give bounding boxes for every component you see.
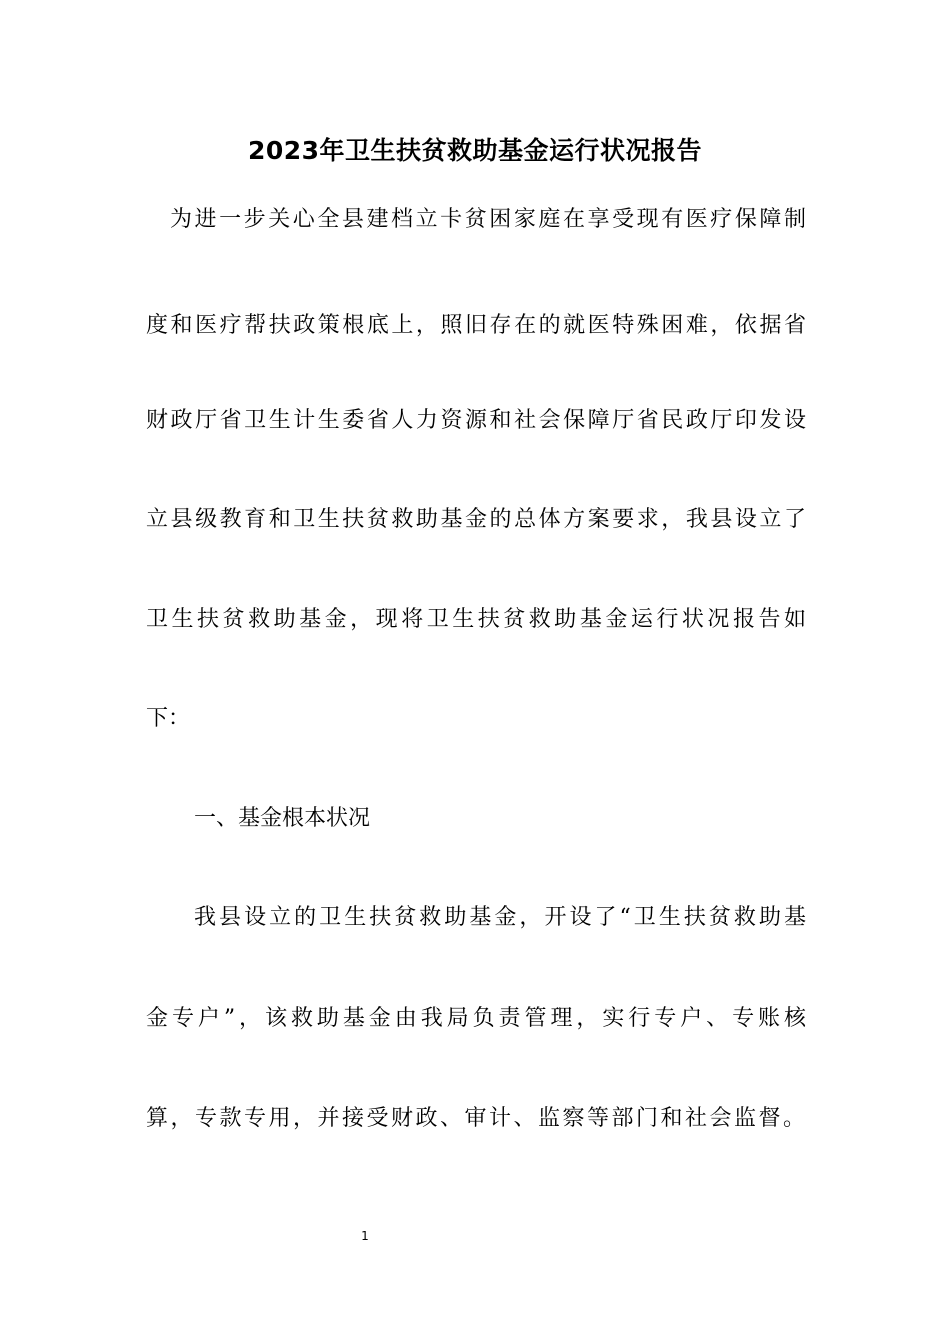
paragraph-line: 卫生扶贫救助基金，现将卫生扶贫救助基金运行状况报告如 [146, 607, 806, 632]
paragraph-line: 立县级教育和卫生扶贫救助基金的总体方案要求，我县设立了 [146, 507, 806, 532]
section-heading: 一、基金根本状况 [194, 806, 371, 831]
paragraph-line: 度和医疗帮扶政策根底上，照旧存在的就医特殊困难，依据省 [146, 313, 806, 338]
paragraph-line: 财政厅省卫生计生委省人力资源和社会保障厅省民政厅印发设 [146, 408, 806, 433]
paragraph-line: 为进一步关心全县建档立卡贫困家庭在享受现有医疗保障制 [170, 207, 806, 232]
paragraph-line: 算，专款专用，并接受财政、审计、监察等部门和社会监督。 [146, 1106, 808, 1131]
page-number: 1 [361, 1229, 369, 1243]
paragraph-line: 下： [146, 706, 191, 731]
paragraph-line: 我县设立的卫生扶贫救助基金，开设了“卫生扶贫救助基 [194, 905, 806, 930]
document-title: 2023年卫生扶贫救助基金运行状况报告 [247, 136, 703, 165]
paragraph-line: 金专户”，该救助基金由我局负责管理，实行专户、专账核 [146, 1006, 806, 1031]
